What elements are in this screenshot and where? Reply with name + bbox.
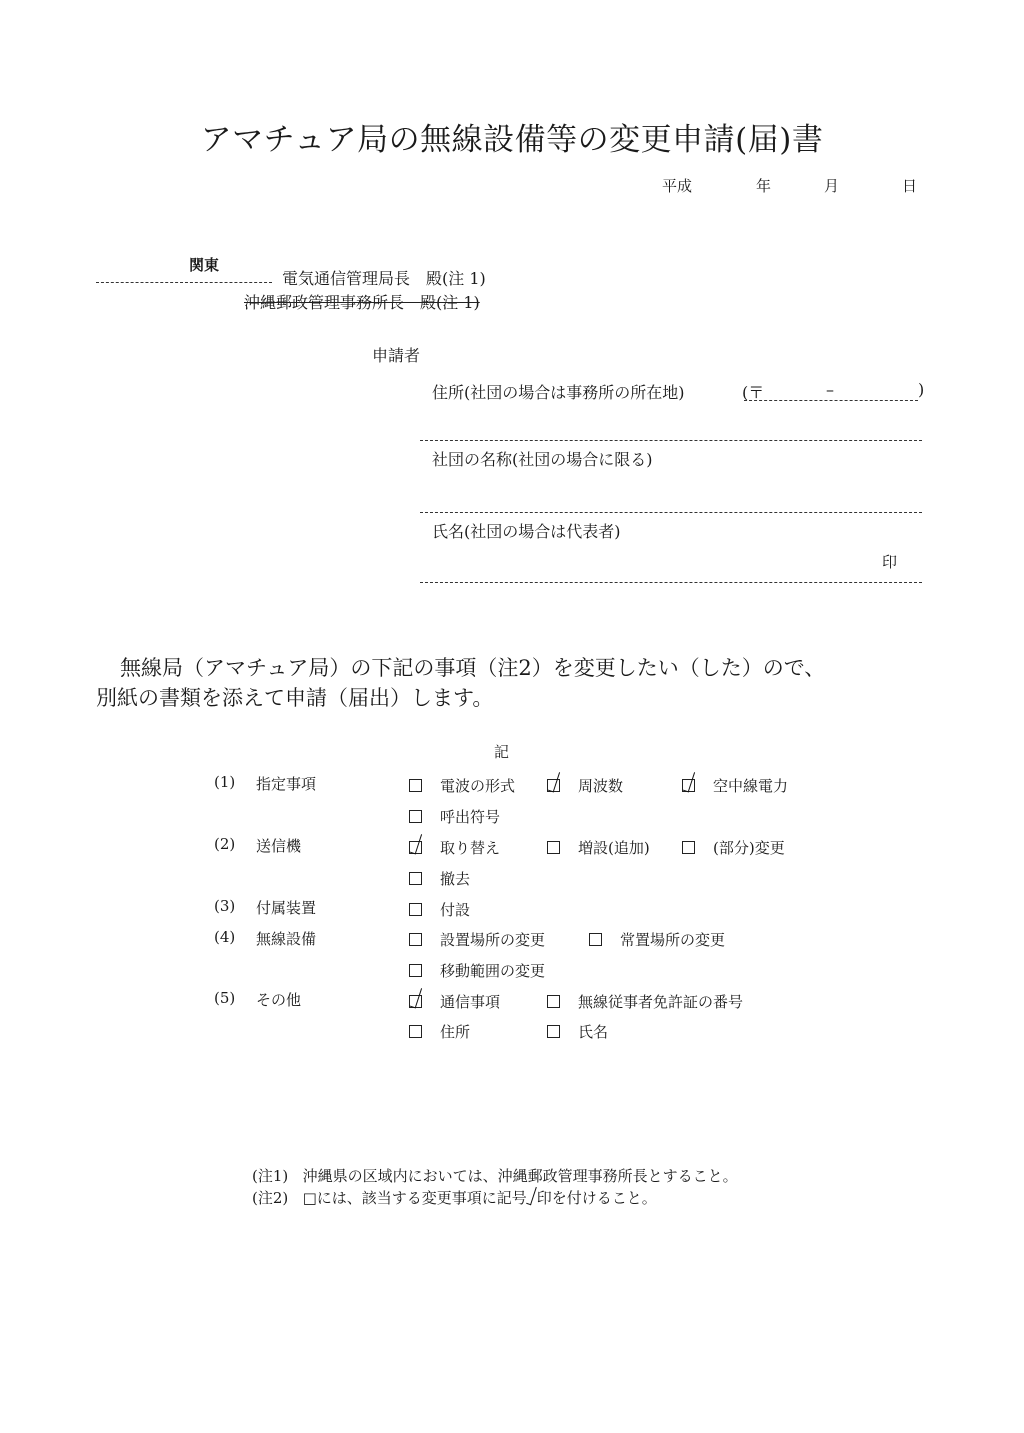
option-label: 通信事項 [440,993,501,1011]
date-month: 月 [824,177,840,195]
name-field[interactable] [420,582,922,583]
check-mark-icon [410,987,422,1009]
club-name-label: 社団の名称(社団の場合に限る) [432,450,653,469]
section-2-number: (2) [214,835,236,853]
section-1-label: 指定事項 [256,775,317,793]
option-denpa-keishiki[interactable] [409,775,515,796]
region-blank-line [96,282,272,283]
option-setchi-basho[interactable] [409,929,545,950]
option-shuhasu[interactable] [547,775,623,796]
document-title: アマチュア局の無線設備等の変更申請(届)書 [200,122,824,158]
option-jochi-basho[interactable] [589,929,725,950]
date-era: 平成 [662,177,693,195]
statement-line-2: 別紙の書類を添えて申請（届出）します。 [96,686,494,710]
postal-separator: – [826,380,834,399]
option-yobidashi-fugo[interactable] [409,806,500,827]
option-tekkyo[interactable] [409,868,470,889]
option-label: 増設(追加) [578,839,650,857]
option-label: 氏名 [578,1023,609,1041]
addressee-struck-line: 沖縄郵政管理事務所長 殿(注 1) [244,293,480,312]
check-mark-icon [683,771,695,793]
check-mark-icon [527,1188,537,1206]
section-4-label: 無線設備 [256,930,317,948]
option-label: (部分)変更 [713,839,785,857]
checkbox[interactable] [547,1025,560,1038]
checkbox[interactable] [547,779,560,792]
section-3-label: 付属装置 [256,899,317,917]
checkbox[interactable] [589,933,602,946]
option-tsushin-jiko[interactable] [409,991,500,1012]
option-menkyo-bango[interactable] [547,991,743,1012]
option-label: 呼出符号 [440,808,501,826]
note-1-text: 沖縄県の区域内においては、沖縄郵政管理事務所長とすること。 [302,1167,738,1185]
option-bubun-henko[interactable] [682,837,785,858]
checkbox[interactable] [409,903,422,916]
checkbox[interactable] [409,810,422,823]
name-label: 氏名(社団の場合は代表者) [432,522,621,541]
addressee-line: 電気通信管理局長 殿(注 1) [282,269,486,288]
checkbox[interactable] [409,995,422,1008]
option-label: 取り替え [440,839,501,857]
date-year: 年 [756,177,772,195]
option-shimei[interactable] [547,1021,608,1042]
option-label: 移動範囲の変更 [440,962,546,980]
section-3-number: (3) [214,897,236,915]
option-label: 常置場所の変更 [620,931,726,949]
section-2-label: 送信機 [256,837,302,855]
option-label: 撤去 [440,870,471,888]
note-2-tag: (注2) [252,1189,289,1207]
club-name-field[interactable] [420,512,922,513]
ki-heading: 記 [494,743,510,761]
note-1-tag: (注1) [252,1167,289,1185]
postal-code-field[interactable] [744,400,918,401]
applicant-label: 申請者 [372,346,421,365]
date-day: 日 [902,177,918,195]
checkbox[interactable] [409,841,422,854]
option-torikae[interactable] [409,837,500,858]
option-jusho[interactable] [409,1021,470,1042]
option-label: 住所 [440,1023,471,1041]
option-label: 付設 [440,901,471,919]
option-fusetsu[interactable] [409,899,470,920]
check-mark-icon [410,833,422,855]
checkbox[interactable] [682,779,695,792]
checkbox[interactable] [409,933,422,946]
section-5-label: その他 [256,991,302,1009]
checkbox[interactable] [409,872,422,885]
option-label: 周波数 [578,777,624,795]
checkbox[interactable] [409,779,422,792]
note-2-text-after: 印を付けること。 [536,1189,657,1207]
checkbox[interactable] [547,995,560,1008]
section-1-number: (1) [214,773,236,791]
option-label: 無線従事者免許証の番号 [578,993,744,1011]
section-5-number: (5) [214,989,236,1007]
checkbox[interactable] [409,1025,422,1038]
option-label: 設置場所の変更 [440,931,546,949]
checkbox[interactable] [547,841,560,854]
note-2 [252,1187,657,1208]
note-2-text-before: □には、該当する変更事項に記号 [302,1189,527,1207]
option-zosetsu[interactable] [547,837,650,858]
address-field[interactable] [420,440,922,441]
option-kuchusen-denryoku[interactable] [682,775,788,796]
address-label: 住所(社団の場合は事務所の所在地) [432,383,685,402]
option-ido-hani[interactable] [409,960,545,981]
statement-line-1: 無線局（アマチュア局）の下記の事項（注2）を変更したい（した）ので、 [120,656,826,680]
checkbox[interactable] [409,964,422,977]
postal-close: ) [918,380,925,399]
note-1 [252,1165,738,1186]
section-4-number: (4) [214,928,236,946]
handwritten-region: 関東 [189,256,220,274]
seal-mark: 印 [882,553,898,571]
option-label: 空中線電力 [713,777,789,795]
option-label: 電波の形式 [440,777,516,795]
checkbox[interactable] [682,841,695,854]
postal-open: (〒 [742,383,765,402]
check-mark-icon [548,771,560,793]
